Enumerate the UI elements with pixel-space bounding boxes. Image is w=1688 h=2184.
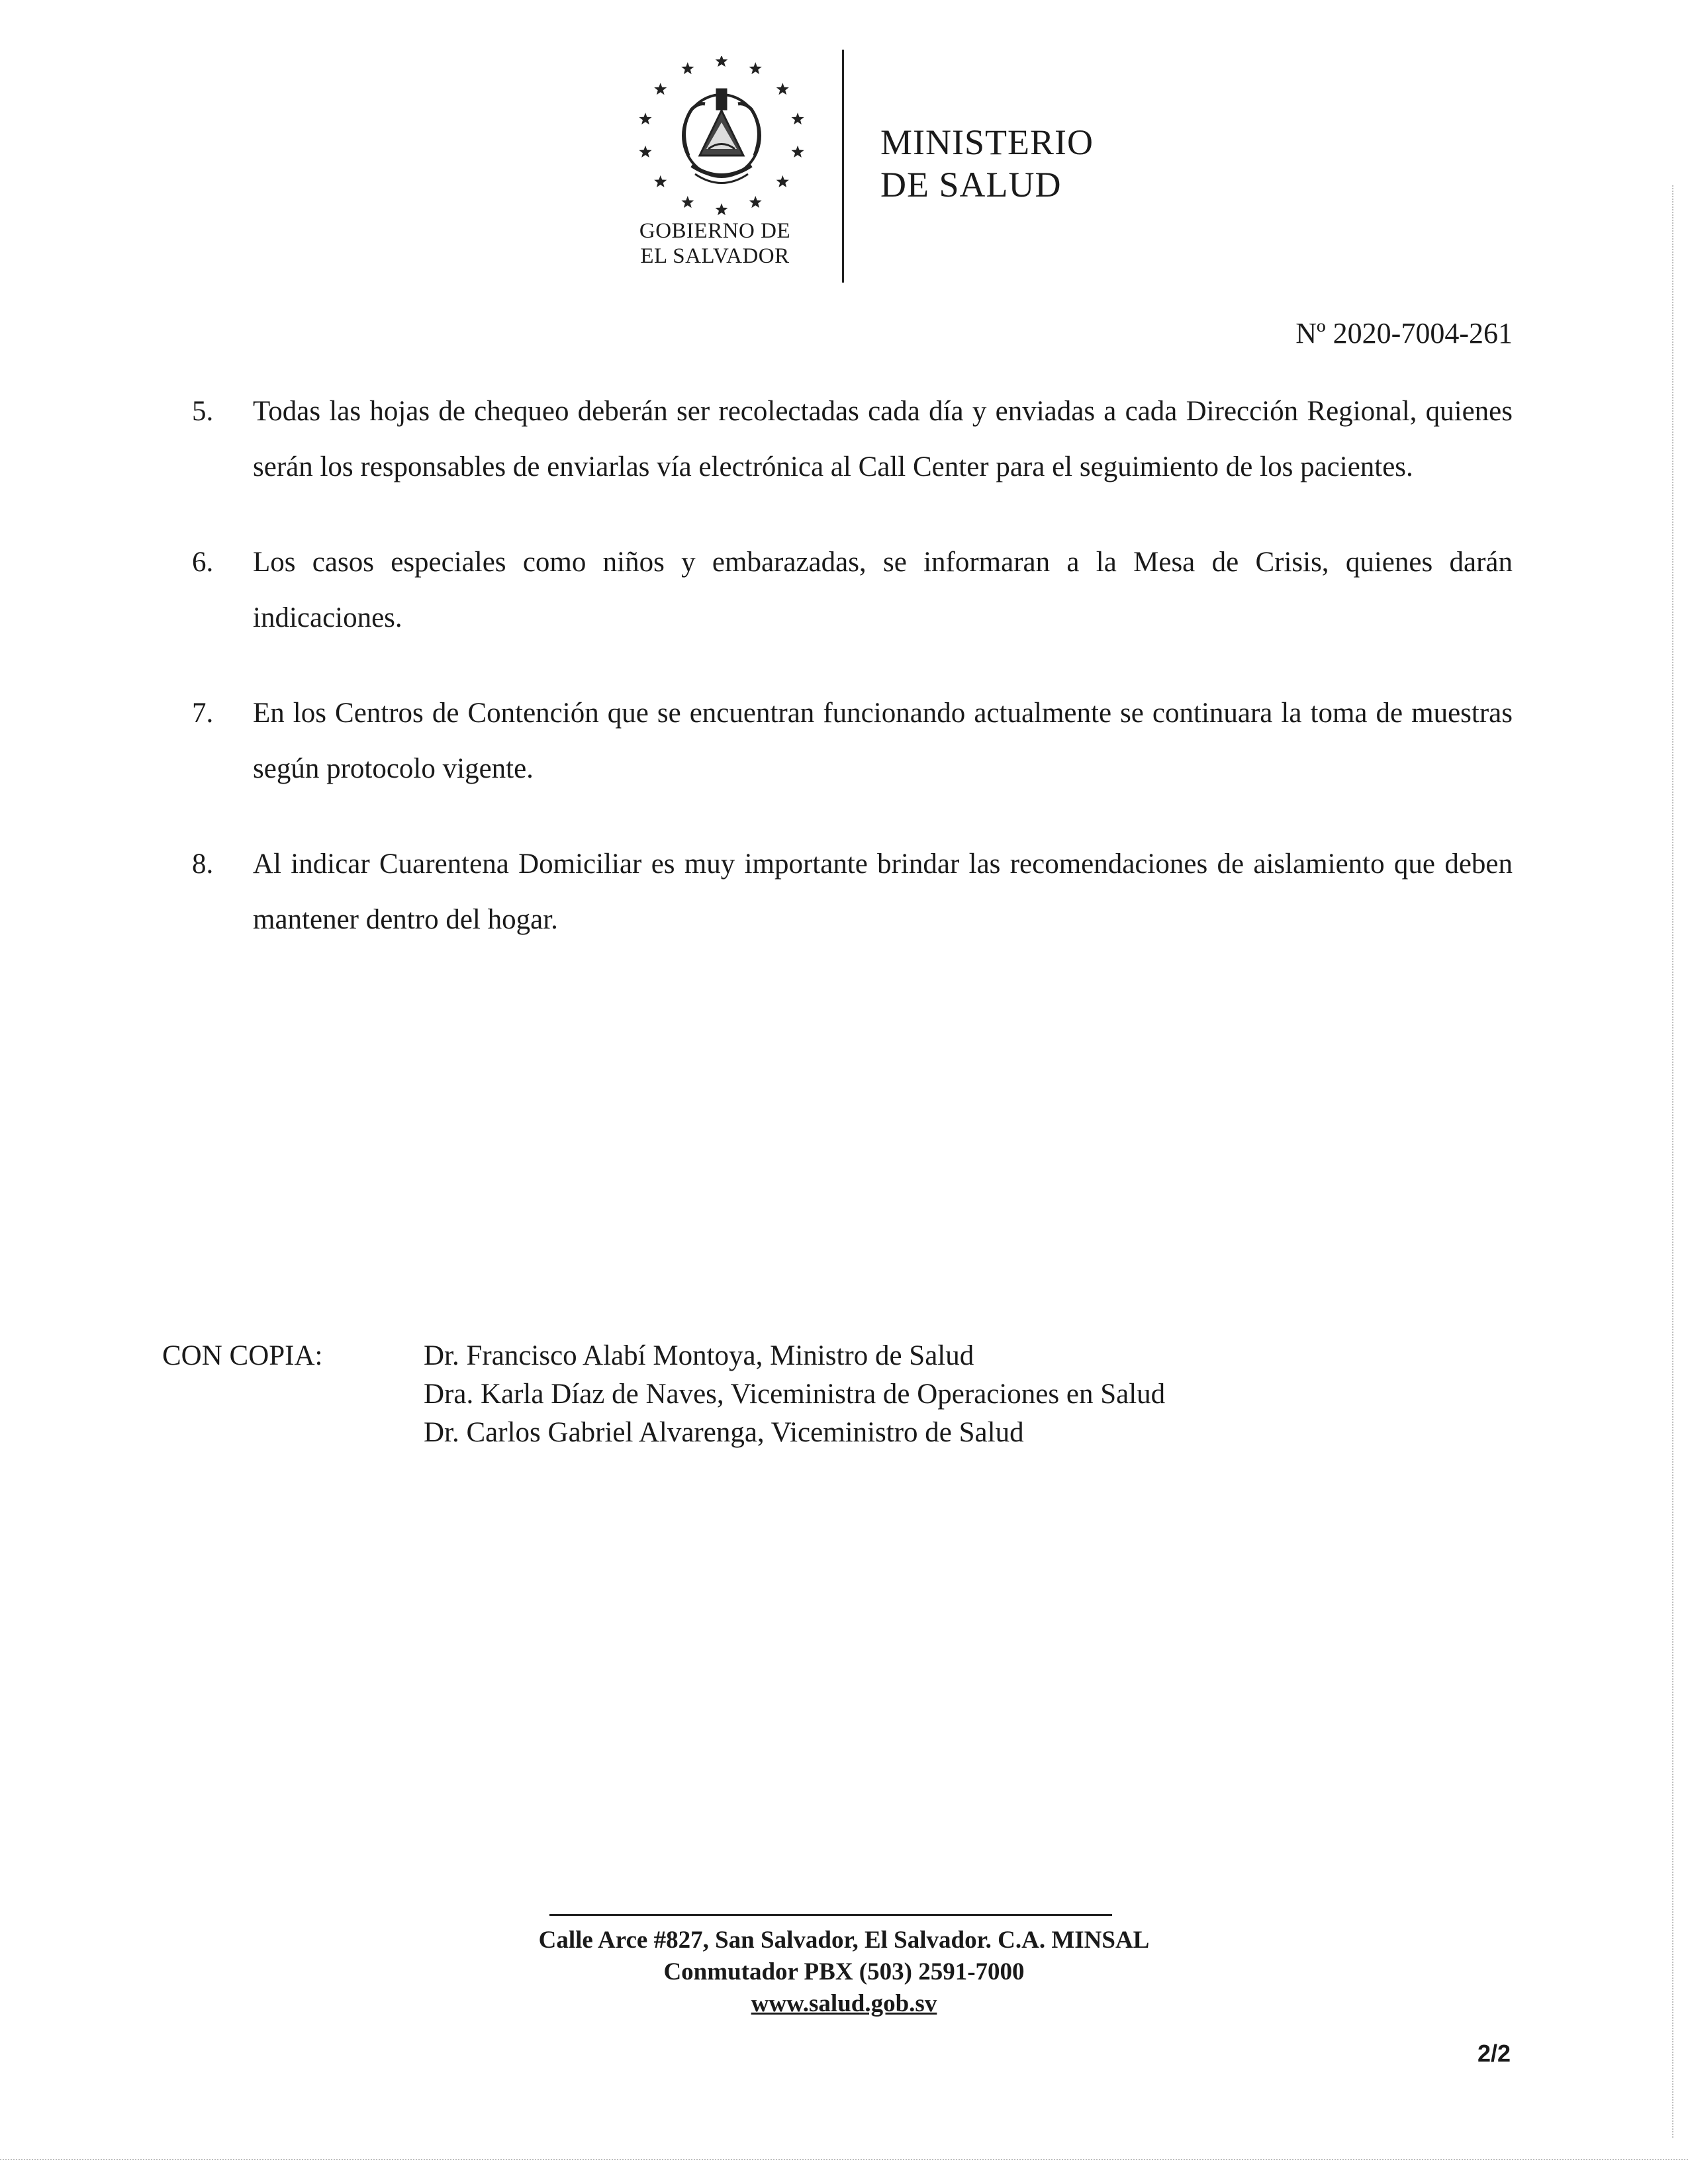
seal-star bbox=[654, 175, 667, 187]
copy-label: CON COPIA: bbox=[162, 1340, 323, 1371]
seal-star bbox=[681, 62, 694, 74]
list-item-number: 5. bbox=[192, 396, 214, 427]
list-item-text: Al indicar Cuarentena Domiciliar es muy importante brindar las recomendaciones de aislamiento que deben mantener dentro del hogar. bbox=[253, 848, 1513, 935]
seal-star bbox=[681, 196, 694, 208]
list-item bbox=[192, 384, 1513, 495]
ministry-name-line-2: DE SALUD bbox=[880, 165, 1062, 205]
government-name-line-1: GOBIERNO DE bbox=[639, 219, 791, 243]
footer-address: Calle Arce #827, San Salvador, El Salvador. C.A. MINSAL bbox=[538, 1927, 1150, 1954]
list-item bbox=[192, 837, 1513, 948]
seal-star bbox=[776, 83, 789, 95]
list-item-number: 6. bbox=[192, 547, 214, 578]
seal-star bbox=[716, 56, 728, 67]
list-item-number: 7. bbox=[192, 698, 214, 729]
header-divider bbox=[842, 50, 844, 283]
copy-recipients bbox=[424, 1337, 1165, 1452]
list-item-text: En los Centros de Contención que se encuentran funcionando actualmente se continuara la toma de muestras según protocolo vigente. bbox=[253, 698, 1513, 784]
seal-star bbox=[654, 83, 667, 95]
government-name bbox=[596, 218, 834, 269]
scan-edge-right bbox=[1671, 185, 1673, 2138]
seal-star bbox=[749, 196, 762, 208]
list-item bbox=[192, 535, 1513, 646]
footer-rule bbox=[549, 1914, 1112, 1916]
document-number: Nº 2020-7004-261 bbox=[1295, 317, 1513, 349]
copy-recipient: Dra. Karla Díaz de Naves, Viceministra de Operaciones en Salud bbox=[424, 1379, 1166, 1410]
list-item-text: Los casos especiales como niños y embarazadas, se informaran a la Mesa de Crisis, quienes darán indicaciones. bbox=[253, 547, 1513, 633]
ministry-name-line-1: MINISTERIO bbox=[880, 122, 1094, 162]
seal-star bbox=[639, 113, 651, 124]
list-item bbox=[192, 686, 1513, 797]
instruction-list bbox=[192, 384, 1513, 987]
list-item-number: 8. bbox=[192, 848, 214, 880]
seal-star bbox=[716, 203, 728, 215]
list-item-text: Todas las hojas de chequeo deberán ser recolectadas cada día y enviadas a cada Dirección Regional, quienes serán los responsables de enviarlas vía electrónica al Call Center para el seguimiento de los pacientes. bbox=[253, 396, 1513, 482]
page-number: 2/2 bbox=[1477, 2040, 1511, 2067]
scan-edge-bottom bbox=[0, 2159, 1688, 2161]
seal-star bbox=[639, 146, 651, 158]
seal-star bbox=[792, 146, 804, 158]
seal-star bbox=[792, 113, 804, 124]
footer-contact bbox=[397, 1925, 1291, 2020]
seal-star bbox=[749, 62, 762, 74]
seal-star bbox=[776, 175, 789, 187]
government-name-line-2: EL SALVADOR bbox=[640, 244, 790, 268]
footer-website-link[interactable]: www.salud.gob.sv bbox=[751, 1990, 937, 2017]
ministry-name bbox=[880, 121, 1094, 206]
copy-recipient: Dr. Carlos Gabriel Alvarenga, Viceministro de Salud bbox=[424, 1417, 1024, 1448]
copy-recipient: Dr. Francisco Alabí Montoya, Ministro de Salud bbox=[424, 1340, 974, 1371]
footer-phone: Conmutador PBX (503) 2591-7000 bbox=[663, 1958, 1025, 1985]
seal-emblem bbox=[683, 89, 760, 183]
